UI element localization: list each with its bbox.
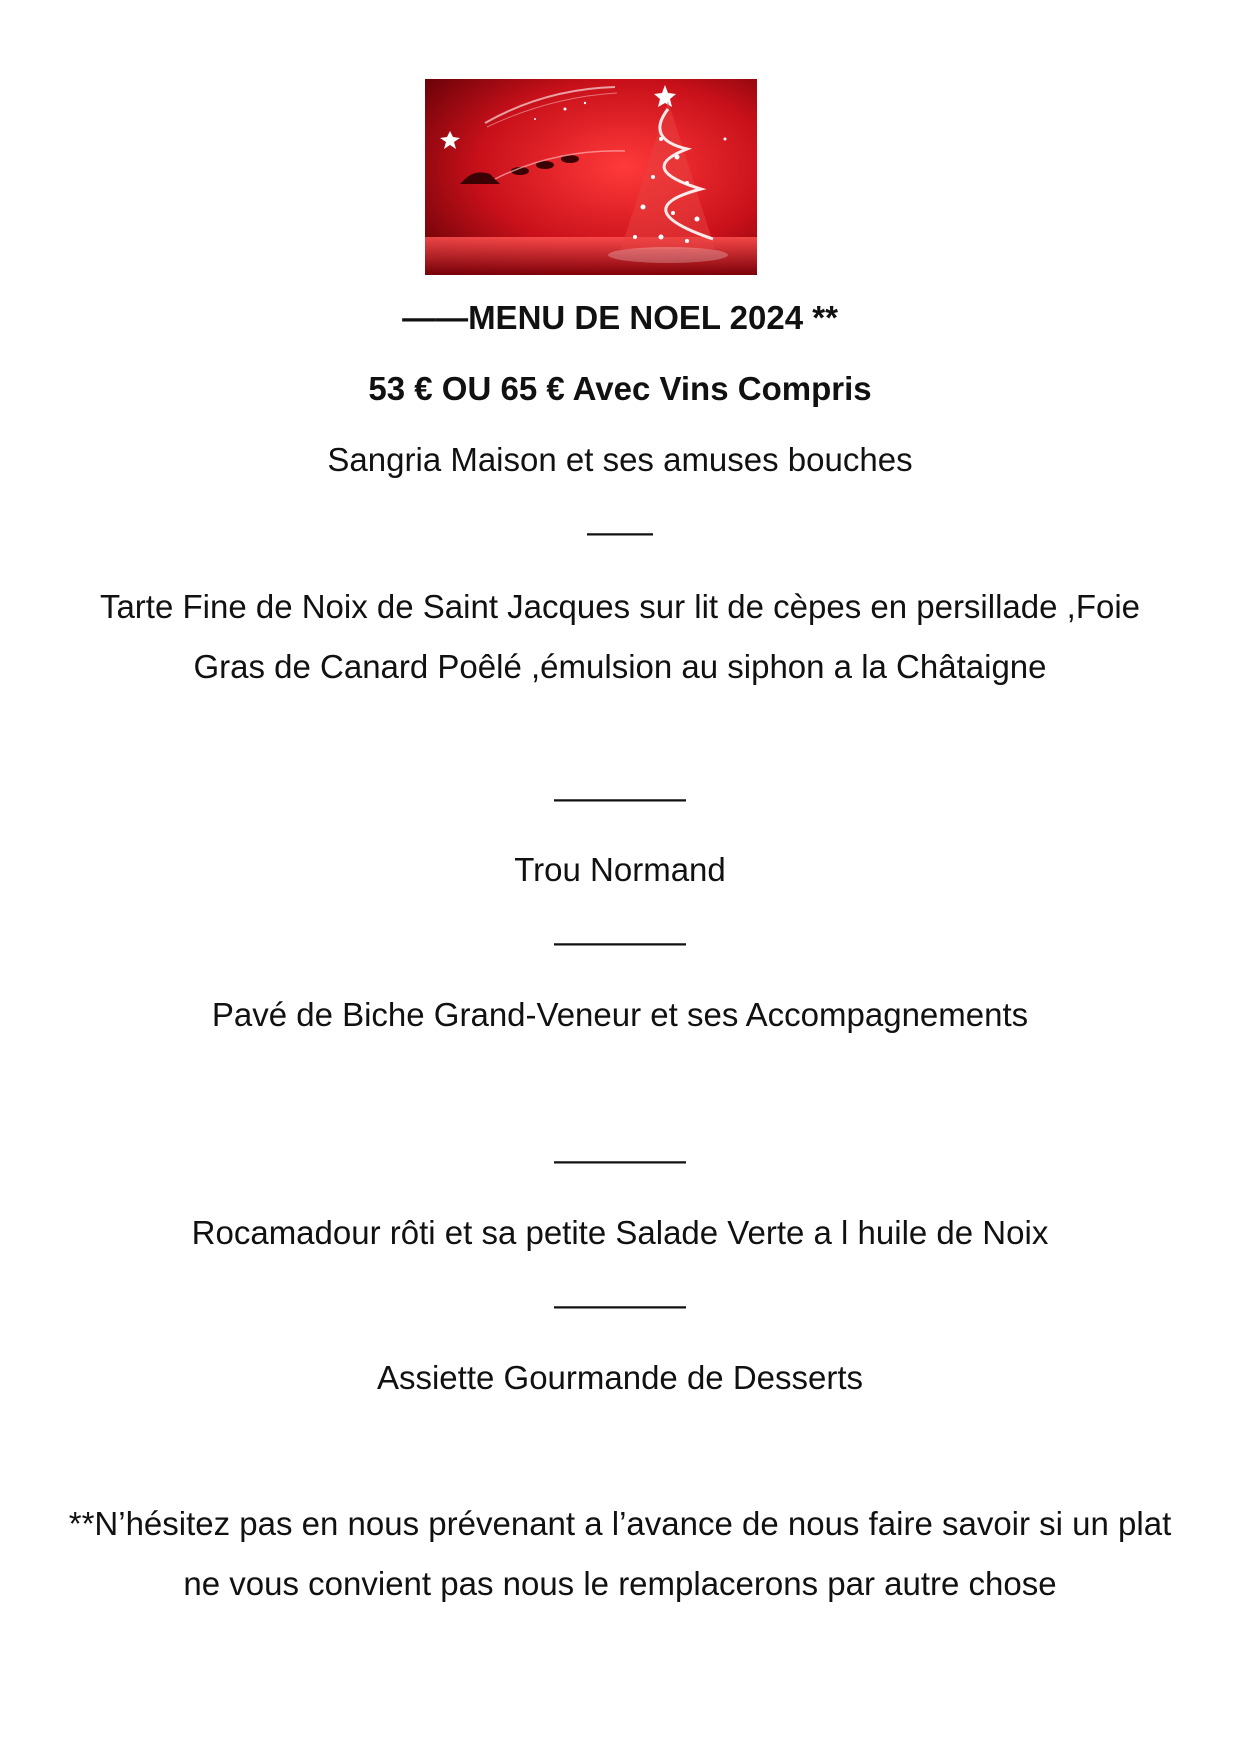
main-course: Pavé de Biche Grand-Veneur et ses Accompagnements [211,996,1029,1033]
course-separator: ———— [554,1286,686,1323]
trou-normand-course: Trou Normand [514,851,726,888]
cheese-course: Rocamadour rôti et sa petite Salade Verte a l huile de Noix [191,1214,1049,1251]
menu-note: **N’hésitez pas en nous prévenant a l’avance de nous faire savoir si un plat ne vous convient pas nous le remplacerons par autre chose [68,1505,1172,1602]
menu-title: ——MENU DE NOEL 2024 ** [402,299,838,336]
course-separator: —— [587,513,653,550]
course-separator: ———— [554,779,686,816]
christmas-banner-image [425,79,757,275]
course-separator: ———— [554,923,686,960]
course-separator: ———— [554,1141,686,1178]
dessert-course: Assiette Gourmande de Desserts [376,1359,864,1396]
menu-price: 53 € OU 65 € Avec Vins Compris [368,370,872,407]
starter-course: Tarte Fine de Noix de Saint Jacques sur lit de cèpes en persillade ,Foie Gras de Canard Poêlé ,émulsion au siphon a la Châtaigne [99,588,1141,685]
christmas-tree-icon [425,79,757,275]
aperitif-course: Sangria Maison et ses amuses bouches [327,441,913,478]
